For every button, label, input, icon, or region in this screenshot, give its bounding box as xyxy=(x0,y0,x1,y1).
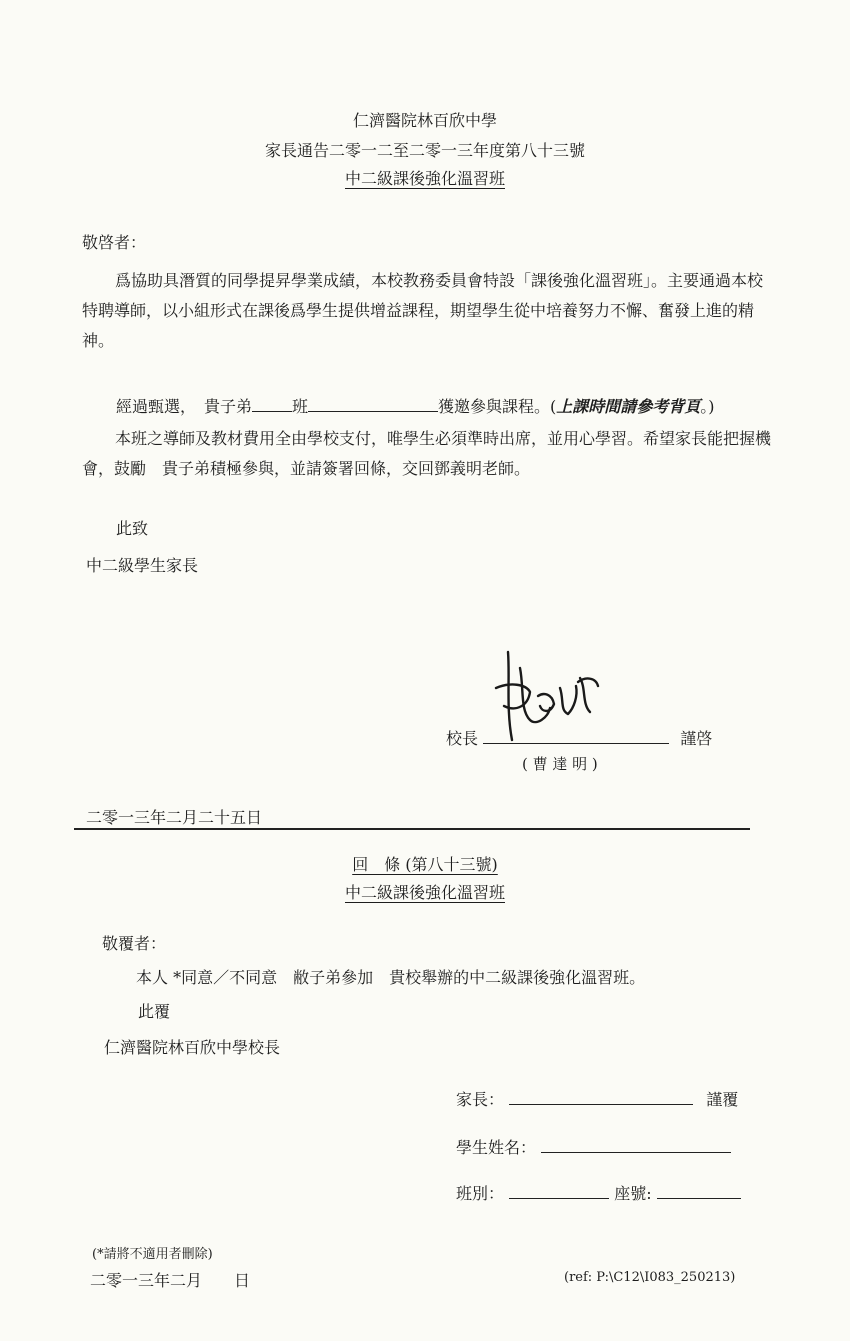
para2-lead: 經過甄選， 貴子弟 xyxy=(116,397,253,416)
reply-recipient: 仁濟醫院林百欣中學校長 xyxy=(104,1038,281,1057)
parent-signature-field[interactable] xyxy=(509,1090,693,1105)
student-label: 學生姓名： xyxy=(456,1138,537,1157)
reply-subtitle: 中二級課後強化溫習班 xyxy=(344,883,505,902)
para2-class: 班 xyxy=(292,397,309,416)
class-field[interactable] xyxy=(509,1184,609,1199)
salutation: 敬啓者： xyxy=(82,233,147,252)
closing: 此致 xyxy=(116,519,149,538)
principal-name: ( 曹 達 明 ) xyxy=(522,755,598,773)
paragraph-3: 本班之導師及教材費用全由學校支付，唯學生必須準時出席，並用心學習。希望家長能把握機會，鼓勵 貴子弟積極參與，並請簽署回條，交回鄧義明老師。 xyxy=(82,429,772,478)
respect-closing: 謹啓 xyxy=(680,729,713,748)
principal-signature-line xyxy=(483,729,669,744)
letter-date: 二零一三年二月二十五日 xyxy=(86,808,263,827)
tear-line xyxy=(74,828,750,830)
reply-closing: 此覆 xyxy=(138,1002,171,1021)
consent-statement: 本人 *同意／不同意 敝子弟參加 貴校舉辦的中二級課後強化溫習班。 xyxy=(136,968,646,987)
parent-label: 家長： xyxy=(456,1090,505,1109)
notice-title-wrap xyxy=(0,166,850,189)
para2-invite: 獲邀參與課程。( xyxy=(438,397,557,416)
student-blank xyxy=(308,397,438,412)
reference-code: (ref: P:\C12\I083_250213) xyxy=(564,1270,736,1285)
para2-end: 。) xyxy=(700,397,715,416)
principal-line xyxy=(446,726,712,749)
parent-row xyxy=(456,1087,738,1110)
recipient: 中二級學生家長 xyxy=(86,556,199,575)
deletion-note: (*請將不適用者刪除) xyxy=(92,1247,213,1262)
reply-date: 二零一三年二月 日 xyxy=(90,1271,251,1290)
seat-field[interactable] xyxy=(657,1184,741,1199)
class-label: 班別： xyxy=(456,1184,505,1203)
paragraph-2 xyxy=(116,394,715,417)
reply-title-wrap xyxy=(0,852,850,875)
parent-respect: 謹覆 xyxy=(706,1090,739,1109)
notice-title: 中二級課後強化溫習班 xyxy=(344,169,505,188)
student-row xyxy=(456,1135,731,1158)
schedule-note: 上課時間請參考背頁 xyxy=(556,397,701,416)
class-row xyxy=(456,1181,741,1204)
school-name: 仁濟醫院林百欣中學 xyxy=(352,111,497,130)
seat-label: 座號: xyxy=(614,1184,652,1203)
paragraph-1: 爲協助具潛質的同學提昇學業成績，本校教務委員會特設「課後強化溫習班」。主要通過本校特聘導師，以小組形式在課後爲學生提供增益課程，期望學生從中培養努力不懈、奮發上進的精神。 xyxy=(82,271,764,350)
student-name-field[interactable] xyxy=(541,1138,731,1153)
principal-label: 校長 xyxy=(446,729,479,748)
reply-salutation: 敬覆者： xyxy=(102,934,167,953)
reply-subtitle-wrap xyxy=(0,880,850,903)
class-blank xyxy=(252,397,292,412)
notice-number: 家長通告二零一二至二零一三年度第八十三號 xyxy=(264,141,585,160)
reply-title: 回 條 (第八十三號) xyxy=(352,855,498,874)
